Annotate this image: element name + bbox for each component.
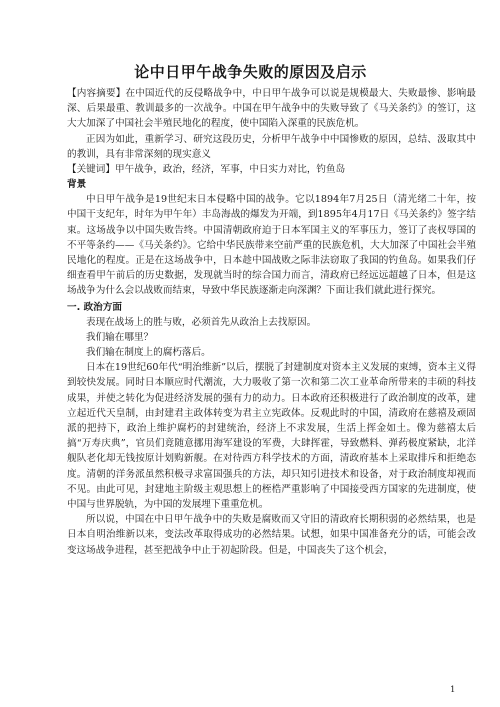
- document-title: 论中日甲午战争失败的原因及启示: [134, 63, 367, 81]
- body-paragraph: 我们输在哪里？: [86, 331, 154, 343]
- section-heading-politics: 一. 政治方面: [67, 301, 122, 313]
- body-paragraph: 日本在19世纪60年代“明治维新”以后，摆脱了封建制度对资本主义发展的束缚，资本主义得到较快发展。同时日本顺应时代潮流，大力吸收了第一次和第二次工业革命所带来的丰硕的科技成果，并使之转化为促进经济发展的强有力的动力。日本政府还积极进行了政治制度的改革，建立起近代天皇制，由封建君主政体转变为君主立宪政体。反观此时的中国，清政府在慈禧及顽固派的把持下，政治上维护腐朽的封建统治，经济上不求发展，生活上挥金如土。像为慈禧太后搞“万寿庆典”，官员们竟随意挪用海军建设的军费，大肆挥霍，导致燃料、弹药极度紧缺，北洋舰队老化却无钱按原计划购新舰。在对待西方科学技术的方面，清政府基本上采取排斥和拒绝态度。清朝的洋务派虽然积极寻求富国强兵的方法，却只知引进技术和设备，对于政治制度却视而不见。由此可见，封建地主阶级主观思想上的桎梏严重影响了中国接受西方国家的先进制度，使中国与世界脱轨，为中国的发展埋下重重危机。: [67, 362, 476, 511]
- abstract-paragraph: 【内容摘要】在中国近代的反侵略战争中，中日甲午战争可以说是规模最大、失败最惨、影响最深、后果最重、教训最多的一次战争。中国在甲午战争中的失败导致了《马关条约》的签订，这大大加深了中国社会半殖民地化的程度，使中国陷入深重的民族危机。: [67, 88, 476, 130]
- body-paragraph: 表现在战场上的胜与败，必须首先从政治上去找原因。: [86, 316, 317, 328]
- body-paragraph: 我们输在制度上的腐朽落后。: [86, 347, 211, 359]
- keywords-line: 【关键词】甲午战争，政治，经济，军事，中日实力对比，钓鱼岛: [67, 164, 346, 176]
- page-number: 1: [450, 685, 456, 695]
- background-paragraph: 中日甲午战争是19世纪末日本侵略中国的战争。它以1894年7月25日（清光绪二十年，按中国干支纪年，时年为甲午年）丰岛海战的爆发为开端，到1895年4月17日《马关条约》签字结束。这场战争以中国失败告终。中国清朝政府迫于日本军国主义的军事压力，签订了丧权辱国的不平等条约——《马关条约》。它给中华民族带来空前严重的民族危机，大大加深了中国社会半殖民地化的程度。正是在这场战争中，日本趁中国战败之际非法窃取了我国的钓鱼岛。如果我们仔细查看甲午前后的历史数据，发现就当时的综合国力而言，清政府已经远远超越了日本，但是这场战争为什么会以战败而结束，导致中华民族逐渐走向深渊？下面让我们就此进行探究。: [67, 194, 476, 297]
- background-heading: 背景: [67, 179, 87, 191]
- abstract-paragraph-continued: 正因为如此，重新学习、研究这段历史，分析甲午战争中中国惨败的原因，总结、汲取其中的教训，具有非常深刻的现实意义: [67, 133, 476, 160]
- body-paragraph: 所以说，中国在中日甲午战争中的失败是腐败而又守旧的清政府长期积弱的必然结果，也是日本自明治维新以来，变法改革取得成功的必然结果。试想，如果中国准备充分的话，可能会改变这场战争进程，甚至把战争中止于初起阶段。但是，中国丧失了这个机会，: [67, 514, 476, 556]
